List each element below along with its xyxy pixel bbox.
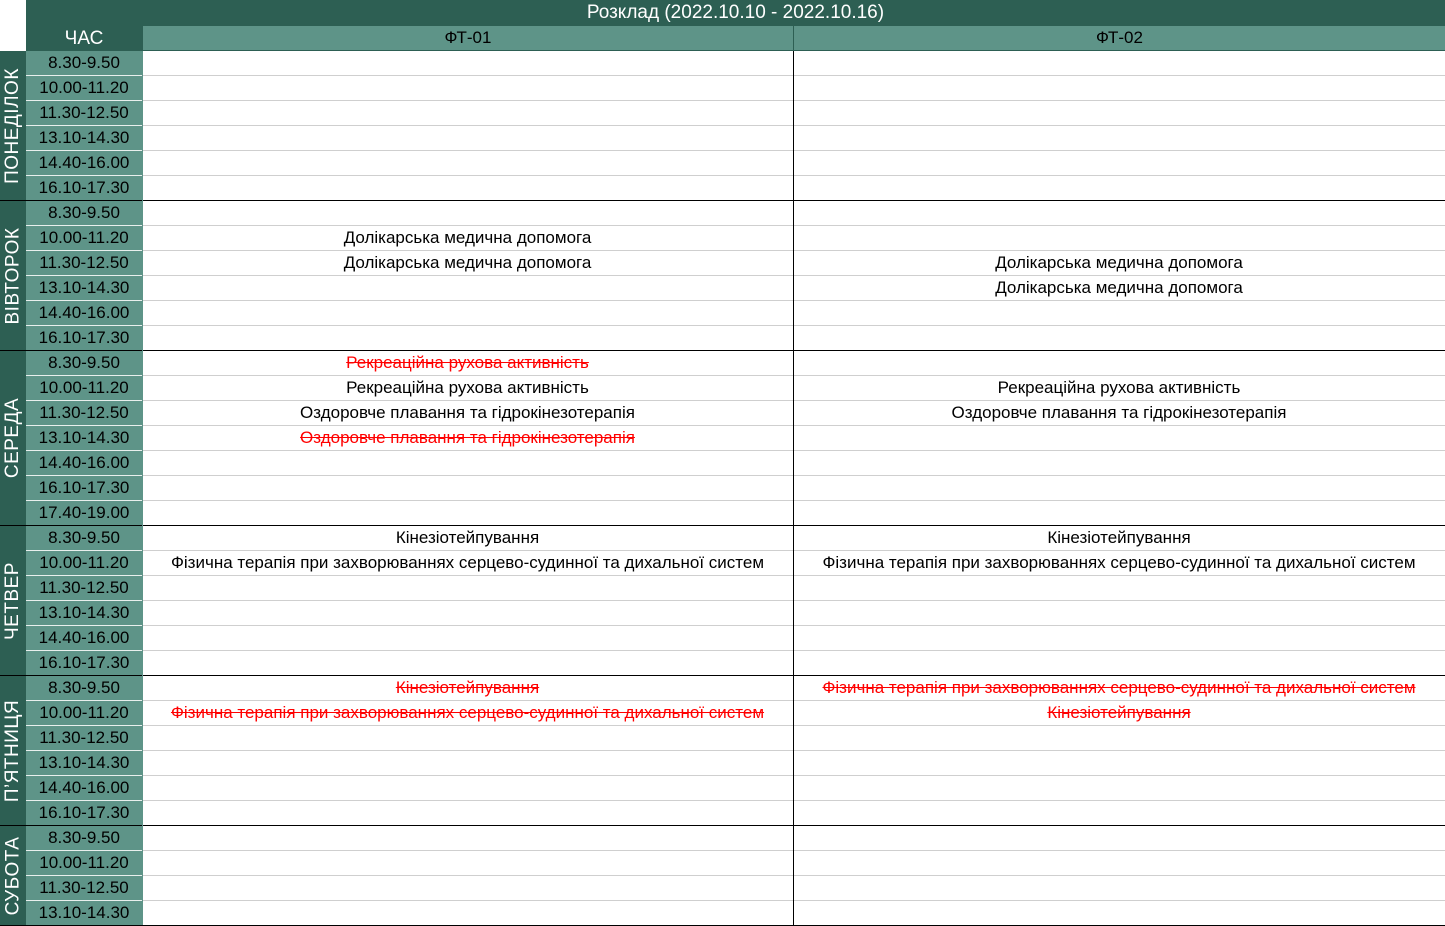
lesson-cell: [142, 651, 793, 676]
lesson-cell: [793, 751, 1445, 776]
lesson-cell: [793, 226, 1445, 251]
lesson-cell: [142, 501, 793, 526]
lesson-cell: Фізична терапія при захворюваннях серцево-судинної та дихальної систем: [793, 551, 1445, 576]
lesson-cell: Рекреаційна рухова активність: [793, 376, 1445, 401]
lesson-cell: [142, 726, 793, 751]
column-divider: [142, 51, 143, 925]
day-name: СЕРЕДА: [2, 397, 23, 479]
lesson-cell: [142, 601, 793, 626]
lesson-cell: [793, 776, 1445, 801]
day-label: [0, 826, 26, 926]
lesson-cell-cancelled: Оздоровче плавання та гідрокінезотерапія: [142, 426, 793, 451]
lesson-cell-cancelled: Фізична терапія при захворюваннях серцево-судинної та дихальної систем: [142, 701, 793, 726]
lesson-cell: [793, 601, 1445, 626]
group-header-ft01: ФТ-01: [142, 26, 793, 51]
lesson-cell: [793, 351, 1445, 376]
time-slot: 11.30-12.50: [26, 576, 142, 601]
lesson-cell: [142, 901, 793, 926]
time-slot: 14.40-16.00: [26, 626, 142, 651]
lesson-cell: Фізична терапія при захворюваннях серцево-судинної та дихальної систем: [142, 551, 793, 576]
lesson-cell: [142, 151, 793, 176]
lesson-cell: [142, 176, 793, 201]
lesson-cell: Долікарська медична допомога: [142, 251, 793, 276]
time-slot: 8.30-9.50: [26, 51, 142, 76]
time-slot: 14.40-16.00: [26, 301, 142, 326]
lesson-cell: [142, 826, 793, 851]
lesson-cell: [793, 476, 1445, 501]
lesson-cell: [793, 426, 1445, 451]
lesson-cell-cancelled: Кінезіотейпування: [793, 701, 1445, 726]
lesson-cell: [793, 176, 1445, 201]
time-slot: 16.10-17.30: [26, 651, 142, 676]
lesson-cell: [793, 501, 1445, 526]
time-slot: 13.10-14.30: [26, 601, 142, 626]
time-slot: 13.10-14.30: [26, 901, 142, 926]
lesson-cell-cancelled: Рекреаційна рухова активність: [142, 351, 793, 376]
lesson-cell: [793, 126, 1445, 151]
lesson-cell: [142, 51, 793, 76]
lesson-cell: Кінезіотейпування: [142, 526, 793, 551]
time-slot: 10.00-11.20: [26, 851, 142, 876]
time-slot: 11.30-12.50: [26, 101, 142, 126]
lesson-cell: [793, 851, 1445, 876]
time-slot: 8.30-9.50: [26, 676, 142, 701]
time-slot: 8.30-9.50: [26, 351, 142, 376]
day-name: ПОНЕДІЛОК: [2, 67, 24, 184]
lesson-cell: [793, 326, 1445, 351]
day-name: П’ЯТНИЦЯ: [2, 699, 24, 802]
lesson-cell: Оздоровче плавання та гідрокінезотерапія: [793, 401, 1445, 426]
column-divider: [793, 51, 794, 925]
time-slot: 10.00-11.20: [26, 701, 142, 726]
time-slot: 13.10-14.30: [26, 751, 142, 776]
lesson-cell: [793, 451, 1445, 476]
lesson-cell: [142, 751, 793, 776]
time-slot: 8.30-9.50: [26, 526, 142, 551]
group-header-ft02: ФТ-02: [793, 26, 1445, 51]
time-slot: 11.30-12.50: [26, 726, 142, 751]
time-slot: 16.10-17.30: [26, 801, 142, 826]
time-slot: 14.40-16.00: [26, 151, 142, 176]
lesson-cell: [793, 726, 1445, 751]
lesson-cell: [142, 776, 793, 801]
lesson-cell: [142, 851, 793, 876]
time-slot: 11.30-12.50: [26, 251, 142, 276]
lesson-cell: [142, 476, 793, 501]
lesson-cell: [793, 876, 1445, 901]
time-slot: 17.40-19.00: [26, 501, 142, 526]
time-slot: 16.10-17.30: [26, 476, 142, 501]
lesson-cell: [142, 451, 793, 476]
lesson-cell: [142, 276, 793, 301]
lesson-cell: [793, 51, 1445, 76]
time-slot: 10.00-11.20: [26, 376, 142, 401]
time-slot: 14.40-16.00: [26, 451, 142, 476]
time-slot: 11.30-12.50: [26, 401, 142, 426]
time-slot: 10.00-11.20: [26, 226, 142, 251]
lesson-cell: [142, 626, 793, 651]
lesson-cell: [793, 576, 1445, 601]
time-slot: 16.10-17.30: [26, 326, 142, 351]
day-name: ЧЕТВЕР: [2, 561, 23, 640]
time-slot: 8.30-9.50: [26, 201, 142, 226]
schedule-title: Розклад (2022.10.10 - 2022.10.16): [26, 0, 1445, 26]
time-slot: 13.10-14.30: [26, 126, 142, 151]
lesson-cell: [142, 101, 793, 126]
day-name: ВІВТОРОК: [2, 227, 23, 324]
lesson-cell: Долікарська медична допомога: [793, 276, 1445, 301]
lesson-cell: [142, 326, 793, 351]
lesson-cell-cancelled: Фізична терапія при захворюваннях серцево-судинної та дихальної систем: [793, 676, 1445, 701]
time-slot: 16.10-17.30: [26, 176, 142, 201]
lesson-cell: [793, 801, 1445, 826]
lesson-cell: [142, 301, 793, 326]
lesson-cell-cancelled: Кінезіотейпування: [142, 676, 793, 701]
lesson-cell: [142, 201, 793, 226]
time-slot: 8.30-9.50: [26, 826, 142, 851]
time-slot: 10.00-11.20: [26, 551, 142, 576]
lesson-cell: [793, 201, 1445, 226]
day-label: [0, 351, 26, 526]
lesson-cell: [142, 876, 793, 901]
time-column-header: ЧАС: [26, 26, 142, 51]
lesson-cell: [142, 576, 793, 601]
day-label: [0, 201, 26, 351]
time-slot: 10.00-11.20: [26, 76, 142, 101]
lesson-cell: Долікарська медична допомога: [142, 226, 793, 251]
lesson-cell: [793, 101, 1445, 126]
time-slot: 14.40-16.00: [26, 776, 142, 801]
lesson-cell: [793, 826, 1445, 851]
lesson-cell: [793, 626, 1445, 651]
lesson-cell: Кінезіотейпування: [793, 526, 1445, 551]
day-label: [0, 526, 26, 676]
lesson-cell: Оздоровче плавання та гідрокінезотерапія: [142, 401, 793, 426]
lesson-cell: [142, 801, 793, 826]
lesson-cell: [793, 901, 1445, 926]
lesson-cell: [793, 151, 1445, 176]
time-slot: 13.10-14.30: [26, 426, 142, 451]
lesson-cell: Рекреаційна рухова активність: [142, 376, 793, 401]
lesson-cell: [142, 76, 793, 101]
lesson-cell: [142, 126, 793, 151]
day-label: [0, 51, 26, 201]
lesson-cell: [793, 651, 1445, 676]
day-label: [0, 676, 26, 826]
lesson-cell: [793, 301, 1445, 326]
lesson-cell: [793, 76, 1445, 101]
lesson-cell: Долікарська медична допомога: [793, 251, 1445, 276]
time-slot: 11.30-12.50: [26, 876, 142, 901]
time-slot: 13.10-14.30: [26, 276, 142, 301]
day-name: СУБОТА: [2, 836, 23, 915]
